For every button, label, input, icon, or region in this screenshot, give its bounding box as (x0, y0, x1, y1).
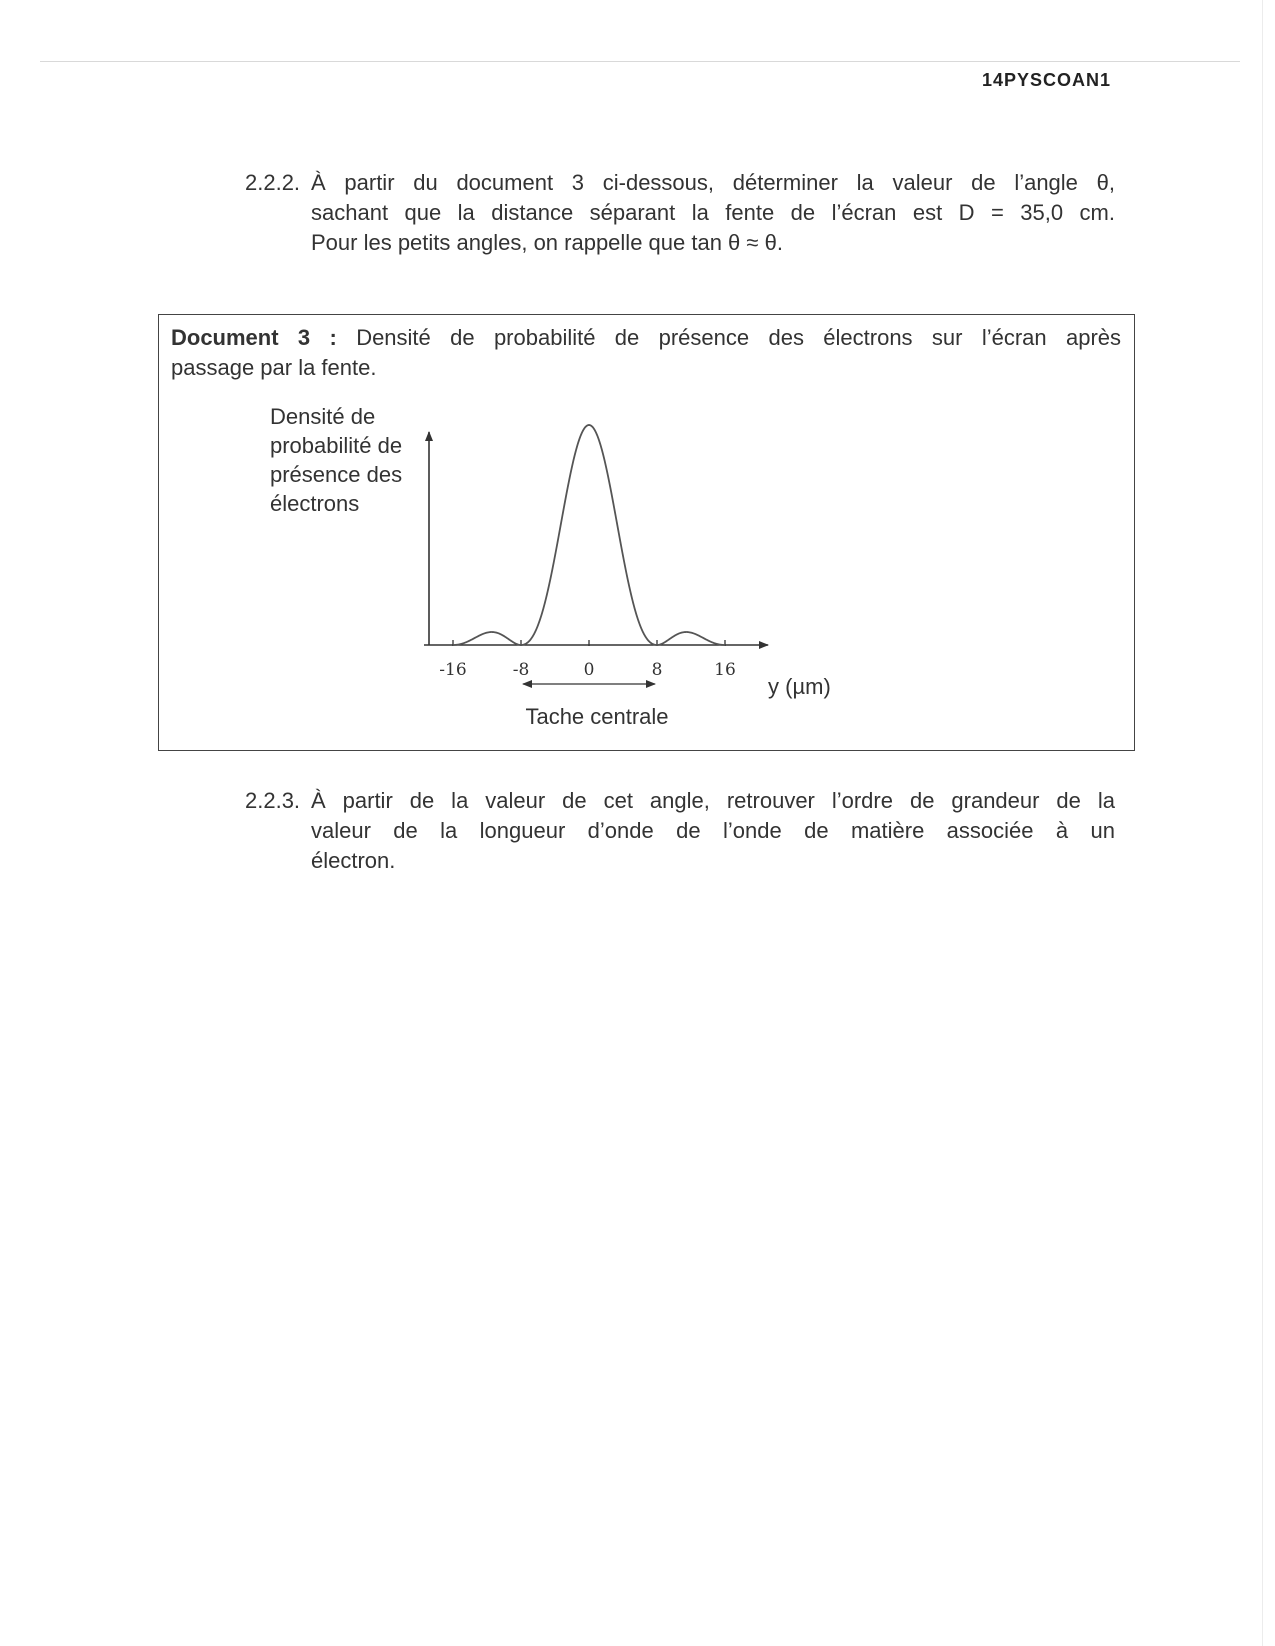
question-number: 2.2.2. (245, 170, 301, 195)
x-tick-label: 0 (583, 660, 595, 680)
probability-density-chart (0, 0, 1275, 760)
tache-annotation (523, 684, 669, 729)
x-axis-label: y (µm) (768, 674, 831, 699)
document-caption-line1: Densité de probabilité de présence des électrons sur l’écran après (356, 325, 1121, 350)
question-number: 2.2.3. (245, 788, 301, 813)
curve (453, 425, 725, 645)
exam-code: 14PYSCOAN1 (981, 70, 1111, 90)
x-ticks (439, 640, 830, 699)
y-axis-label-line: présence des (270, 462, 403, 487)
x-tick-label: 16 (714, 660, 736, 680)
y-axis-label-line: probabilité de (270, 433, 403, 458)
tache-label: Tache centrale (525, 704, 669, 729)
question-text-line3: Pour les petits angles, on rappelle que tan θ ≈ θ. (311, 230, 783, 255)
question-text-line1: À partir de la valeur de cet angle, retrouver l’ordre de grandeur de la (311, 788, 1115, 813)
document-caption-line2: passage par la fente. (171, 355, 377, 380)
x-tick-label: -16 (439, 660, 467, 680)
density-curve (453, 425, 725, 645)
axes (424, 432, 768, 645)
question-text-line2: valeur de la longueur d’onde de l’onde de matière associée à un (311, 818, 1115, 843)
x-tick-label: 8 (651, 660, 663, 680)
question-2-2-3 (245, 786, 1115, 876)
y-axis-label (270, 404, 402, 516)
y-axis-label-line: Densité de (270, 404, 376, 429)
question-text-line1: À partir du document 3 ci-dessous, déterminer la valeur de l’angle θ, (311, 170, 1115, 195)
document-title: Document 3 : (171, 325, 337, 350)
y-axis-label-line: électrons (270, 491, 360, 516)
question-text-line2: sachant que la distance séparant la fente de l’écran est D = 35,0 cm. (311, 200, 1115, 225)
x-tick-label: -8 (512, 660, 530, 680)
question-text-line3: électron. (311, 848, 396, 873)
